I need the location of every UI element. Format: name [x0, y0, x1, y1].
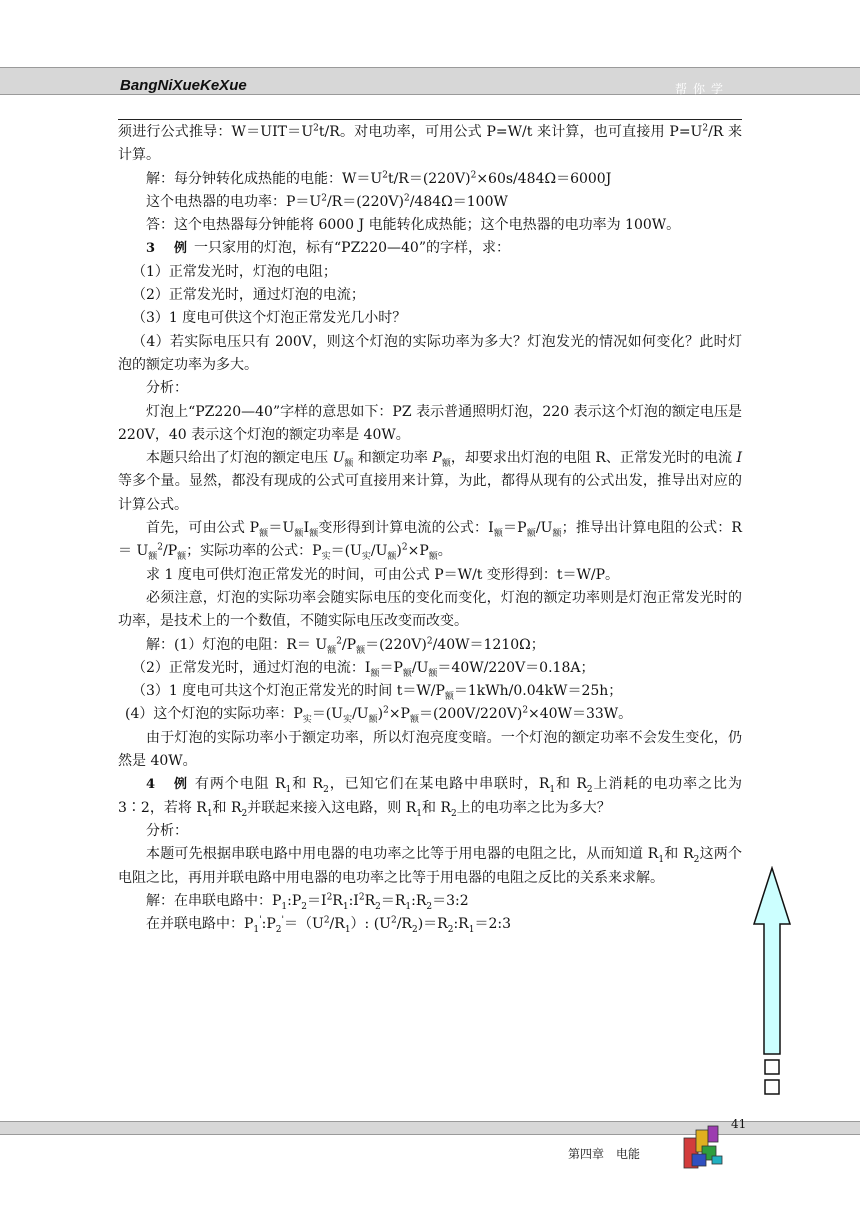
colorful-blocks-logo-icon [680, 1122, 726, 1172]
page-content [118, 121, 742, 936]
example-heading: 例 3 一只家用的灯泡，标有“PZ220—40”的字样，求： [146, 240, 510, 257]
paragraph: 本题可先根据串联电路中用电器的电功率之比等于用电器的电阻之比，从而知道 $R_1$和 $R_2$这两个电阻之比，再用并联电路中用电器的电功率之比等于用电器的电阻之反比的关系来求解。 [118, 846, 742, 886]
solution-item: 在并联电路中：$P_1':P_2'=(U^2/R_1)$: $(U^2/R_2)=R_2:R_1=2:3$ [146, 915, 511, 935]
paragraph: 分析： [146, 380, 188, 397]
solution-item: （2）正常发光时，通过灯泡的电流：$I_额=P_额/U_额=40W/220V=0.18A$； [132, 659, 595, 679]
example-heading: 例 4 有两个电阻 $R_1$和 $R_2$，已知它们在某电路中串联时，$R_1$和 $R_2$上消耗的电功率之比为 3∶2，若将 $R_1$和 $R_2$并联起来接入这电路，则 $R_1$和 $R_2$上的电功率之比为多大？ [118, 776, 742, 819]
question-item: （3）1 度电可供这个灯泡正常发光几小时？ [132, 310, 407, 327]
paragraph: 须进行公式推导：$W=UIT=U^2t/R$。对电功率，可用公式 P=W/t 来计算，也可直接用 $P=U^2/R$ 来计算。 [118, 123, 742, 164]
solution-item: 解：在串联电路中：$P_1:P_2=I^2R_1:I^2R_2=R_1:R_2=3:2$ [146, 892, 469, 912]
question-item: （4）若实际电压只有 200V，则这个灯泡的实际功率为多大？灯泡发光的情况如何变化？此时灯泡的额定功率为多大。 [118, 333, 742, 373]
paragraph: 求 1 度电可供灯泡正常发光的时间，可由公式 P＝W/t 变形得到：t＝W/P。 [146, 566, 620, 583]
paragraph: 本题只给出了灯泡的额定电压 $U_额$ 和额定功率 $P_额$，却要求出灯泡的电阻 R、正常发光时的电流 I 等多个量。显然，都没有现成的公式可直接用来计算，为此，都得从现有的公式出发，推导出对应的计算公式。 [118, 450, 742, 513]
paragraph: 灯泡上“PZ220—40”字样的意思如下：PZ 表示普通照明灯泡，220 表示这个灯泡的额定电压是 220V，40 表示这个灯泡的额定功率是 40W。 [118, 403, 743, 443]
header-right-text: 帮你学 [675, 82, 730, 96]
paragraph: 必须注意，灯泡的实际功率会随实际电压的变化而变化，灯泡的额定功率则是灯泡正常发光时的功率，是技术上的一个数值，不随实际电压改变而改变。 [118, 589, 742, 630]
header-rule [118, 119, 742, 120]
up-arrow-icon[interactable] [752, 866, 792, 1106]
solution-item: （3）1 度电可共这个灯泡正常发光的时间 $t=W/P_额=1kWh/0.04kW=25h$； [132, 683, 623, 702]
solution-item: (4）这个灯泡的实际功率：$P_实=(U_实/U_额)^2\times P_额=(200V/220V)^2\times 40W=33W$。 [125, 705, 633, 726]
paragraph: 由于灯泡的实际功率小于额定功率，所以灯泡亮度变暗。一个灯泡的额定功率不会发生变化，仍然是 40W。 [118, 729, 742, 770]
solution-item: 解：(1）灯泡的电阻：$R= U_额^2/P_额=(220V)^2/40W=1210\Omega$； [146, 635, 545, 656]
paragraph: 分析： [146, 822, 188, 839]
page-number: 41 [731, 1117, 747, 1131]
paragraph: 首先，可由公式 $P_额=U_额I_额$变形得到计算电流的公式：$I_额=P_额/U_额$；推导出计算电阻的公式：$R= U_额^2/P_额$；实际功率的公式：$P_实=(U_实/U_额)^2\times P_额$。 [118, 520, 742, 563]
question-item: （2）正常发光时，通过灯泡的电流； [132, 287, 365, 304]
question-item: （1）正常发光时，灯泡的电阻； [132, 263, 337, 280]
paragraph: 答：这个电热器每分钟能将 6000 J 电能转化成热能；这个电热器的电功率为 100W。 [146, 217, 681, 234]
header-title: BangNiXueKeXue [120, 77, 247, 94]
chapter-label: 第四章 电能 [568, 1147, 641, 1161]
paragraph: 这个电热器的电功率：$P=U^2/R=(220V)^2/484\Omega=100W$ [146, 193, 508, 210]
paragraph: 解：每分钟转化成热能的电能：$W=U^2t/R=(220V)^2\times 60s/484\Omega=6000J$ [146, 169, 612, 187]
